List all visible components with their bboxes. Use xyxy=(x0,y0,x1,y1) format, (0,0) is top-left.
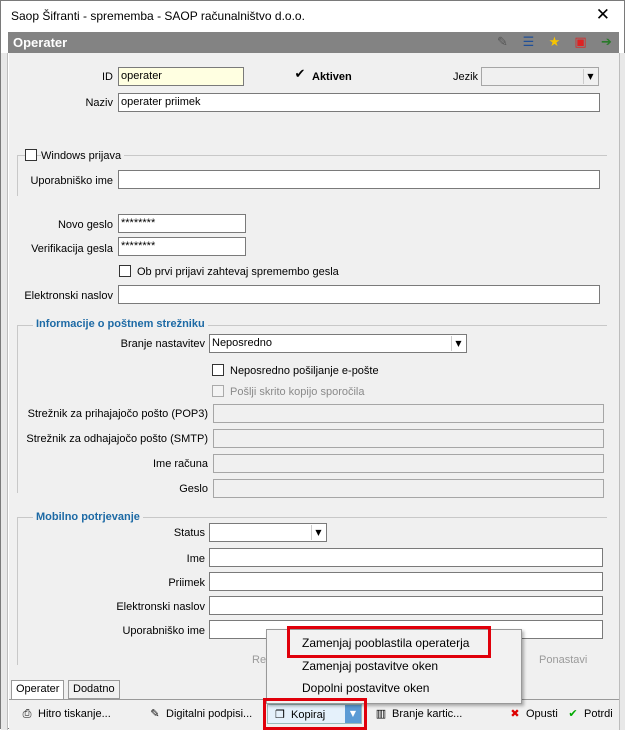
digital-sign-button[interactable]: ✎ Digitalni podpisi... xyxy=(143,704,252,724)
jezik-select[interactable] xyxy=(481,67,599,86)
cancel-button[interactable]: ✖ Opusti xyxy=(503,704,558,724)
reset-button[interactable]: Ponastavi xyxy=(539,654,588,666)
menu-item-replace-permissions[interactable]: Zamenjaj pooblastila operaterja xyxy=(302,636,470,650)
force-change-checkbox[interactable] xyxy=(119,265,131,277)
checkmark-icon: ✔ xyxy=(568,707,578,720)
star-icon[interactable]: ★ xyxy=(548,35,561,50)
account-name-field[interactable] xyxy=(213,454,604,473)
pop3-label: Strežnik za prihajajočo pošto (POP3) xyxy=(27,408,208,420)
group-divider xyxy=(17,325,18,493)
signature-icon: ✎ xyxy=(150,707,160,720)
account-name-label: Ime računa xyxy=(152,458,208,470)
copy-icon: ❐ xyxy=(275,708,285,721)
chevron-down-icon: ▼ xyxy=(311,525,325,540)
new-password-field[interactable]: ******** xyxy=(118,214,246,233)
form-header xyxy=(8,32,619,53)
force-change-label: Ob prvi prijavi zahtevaj spremembo gesla xyxy=(137,266,339,278)
pop3-field[interactable] xyxy=(213,404,604,423)
read-settings-label: Branje nastavitev xyxy=(120,338,205,350)
menu-item-complete-layouts[interactable]: Dopolni postavitve oken xyxy=(302,681,430,695)
smtp-field[interactable] xyxy=(213,429,604,448)
tab-operater[interactable]: Operater xyxy=(11,680,64,699)
windows-login-label: Windows prijava xyxy=(41,150,124,162)
naziv-field[interactable]: operater priimek xyxy=(118,93,600,112)
username-label: Uporabniško ime xyxy=(30,175,113,187)
windows-login-checkbox[interactable] xyxy=(25,149,37,161)
active-checkbox[interactable]: ✔ xyxy=(294,67,306,82)
smtp-label: Strežnik za odhajajočo pošto (SMTP) xyxy=(26,433,208,445)
delete-icon[interactable]: ▣ xyxy=(574,35,587,50)
copy-button[interactable]: ❐ Kopiraj xyxy=(267,704,362,724)
mobile-surname-label: Priimek xyxy=(168,577,205,589)
tab-dodatno[interactable]: Dodatno xyxy=(68,680,120,699)
background-window-right xyxy=(619,53,625,730)
username-field[interactable] xyxy=(118,170,600,189)
verify-password-field[interactable]: ******** xyxy=(118,237,246,256)
highlight-box xyxy=(287,626,491,658)
direct-send-checkbox[interactable] xyxy=(212,364,224,376)
status-select[interactable] xyxy=(209,523,327,542)
register-button[interactable]: Re xyxy=(252,654,267,666)
menu-item-replace-layouts[interactable]: Zamenjaj postavitve oken xyxy=(302,659,439,673)
new-password-label: Novo geslo xyxy=(57,219,113,231)
read-settings-select[interactable]: Neposredno ▼ xyxy=(209,334,467,353)
barcode-icon: ▥ xyxy=(375,707,387,720)
direct-send-label: Neposredno pošiljanje e-pošte xyxy=(230,365,379,377)
edit-icon[interactable]: ✎ xyxy=(497,35,508,50)
mobile-name-label: Ime xyxy=(186,553,205,565)
title-bar xyxy=(1,1,624,31)
read-cards-button[interactable]: ▥ Branje kartic... xyxy=(369,704,462,724)
form-body xyxy=(9,53,619,680)
id-label: ID xyxy=(102,71,113,83)
mobile-username-label: Uporabniško ime xyxy=(122,625,205,637)
verify-password-label: Verifikacija gesla xyxy=(31,243,113,255)
mail-password-label: Geslo xyxy=(179,483,208,495)
bcc-checkbox[interactable] xyxy=(212,385,224,397)
confirm-button[interactable]: ✔ Potrdi xyxy=(561,704,613,724)
list-icon[interactable]: ☰ xyxy=(522,35,535,50)
form-title: Operater xyxy=(13,35,68,50)
naziv-label: Naziv xyxy=(85,97,113,109)
email-field[interactable] xyxy=(118,285,600,304)
background-window-left xyxy=(1,53,8,730)
x-icon: ✖ xyxy=(510,707,520,720)
mobile-name-field[interactable] xyxy=(209,548,603,567)
mail-group-title: Informacije o poštnem strežniku xyxy=(33,318,208,330)
active-label: Aktiven xyxy=(312,71,352,83)
mail-password-field[interactable] xyxy=(213,479,604,498)
status-label: Status xyxy=(173,527,205,539)
printer-icon: ⎙ xyxy=(22,707,32,720)
group-divider xyxy=(17,517,18,665)
close-icon[interactable]: ✕ xyxy=(595,5,610,25)
copy-dropdown-arrow[interactable]: ▼ xyxy=(345,705,361,723)
bcc-label: Pošlji skrito kopijo sporočila xyxy=(230,386,365,398)
chevron-down-icon: ▼ xyxy=(583,69,597,84)
id-field[interactable]: operater xyxy=(118,67,244,86)
mobile-surname-field[interactable] xyxy=(209,572,603,591)
window-title: Saop Šifranti - sprememba - SAOP računalništvo d.o.o. xyxy=(11,9,305,23)
quick-print-button[interactable]: ⎙ Hitro tiskanje... xyxy=(15,704,111,724)
mobile-group-title: Mobilno potrjevanje xyxy=(33,511,143,523)
highlight-box xyxy=(263,698,367,730)
export-icon[interactable]: ➔ xyxy=(601,35,612,50)
mobile-email-field[interactable] xyxy=(209,596,603,615)
chevron-down-icon: ▼ xyxy=(451,336,465,351)
mobile-email-label: Elektronski naslov xyxy=(116,601,205,613)
email-label: Elektronski naslov xyxy=(24,290,113,302)
jezik-label: Jezik xyxy=(453,71,479,83)
